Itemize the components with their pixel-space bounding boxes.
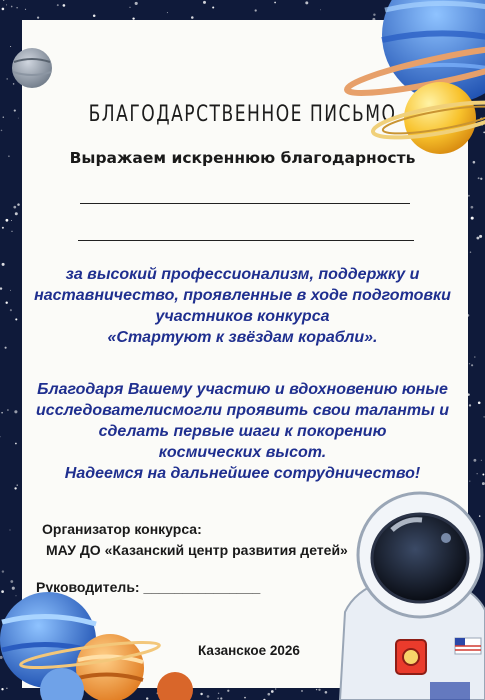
letter-subtitle: Выражаем искреннюю благодарность xyxy=(69,149,416,167)
cooperation-line: Надеемся на дальнейшее сотрудничество! xyxy=(64,465,421,482)
gratitude-line: наставничество, проявленные в ходе подготовки xyxy=(34,287,451,304)
planet-cluster-icon xyxy=(0,592,193,700)
grey-moon-icon xyxy=(12,48,52,88)
gratitude-line: за высокий профессионализм, поддержку и xyxy=(65,266,420,283)
thanks-line: Благодаря Вашему участию и вдохновению юные xyxy=(37,381,448,398)
organizer-name: МАУ ДО «Казанский центр развития детей» xyxy=(46,542,348,558)
head-signature-line: Руководитель: _______________ xyxy=(36,579,261,595)
city-year: Казанское 2026 xyxy=(198,643,300,658)
astronaut-icon xyxy=(340,493,485,700)
thanks-line: исследователисмогли проявить свои таланты и xyxy=(36,402,449,419)
thanks-line: космических высот. xyxy=(158,444,327,461)
gratitude-line: участников конкурса xyxy=(155,308,330,325)
organizer-label: Организатор конкурса: xyxy=(42,521,202,537)
contest-name: «Стартуют к звёздам корабли». xyxy=(107,329,378,346)
thanks-line: сделать первые шаги к покорению xyxy=(98,423,387,440)
letter-title: БЛАГОДАРСТВЕННОЕ ПИСЬМО xyxy=(88,101,397,127)
blue-planet-icon xyxy=(345,0,485,103)
